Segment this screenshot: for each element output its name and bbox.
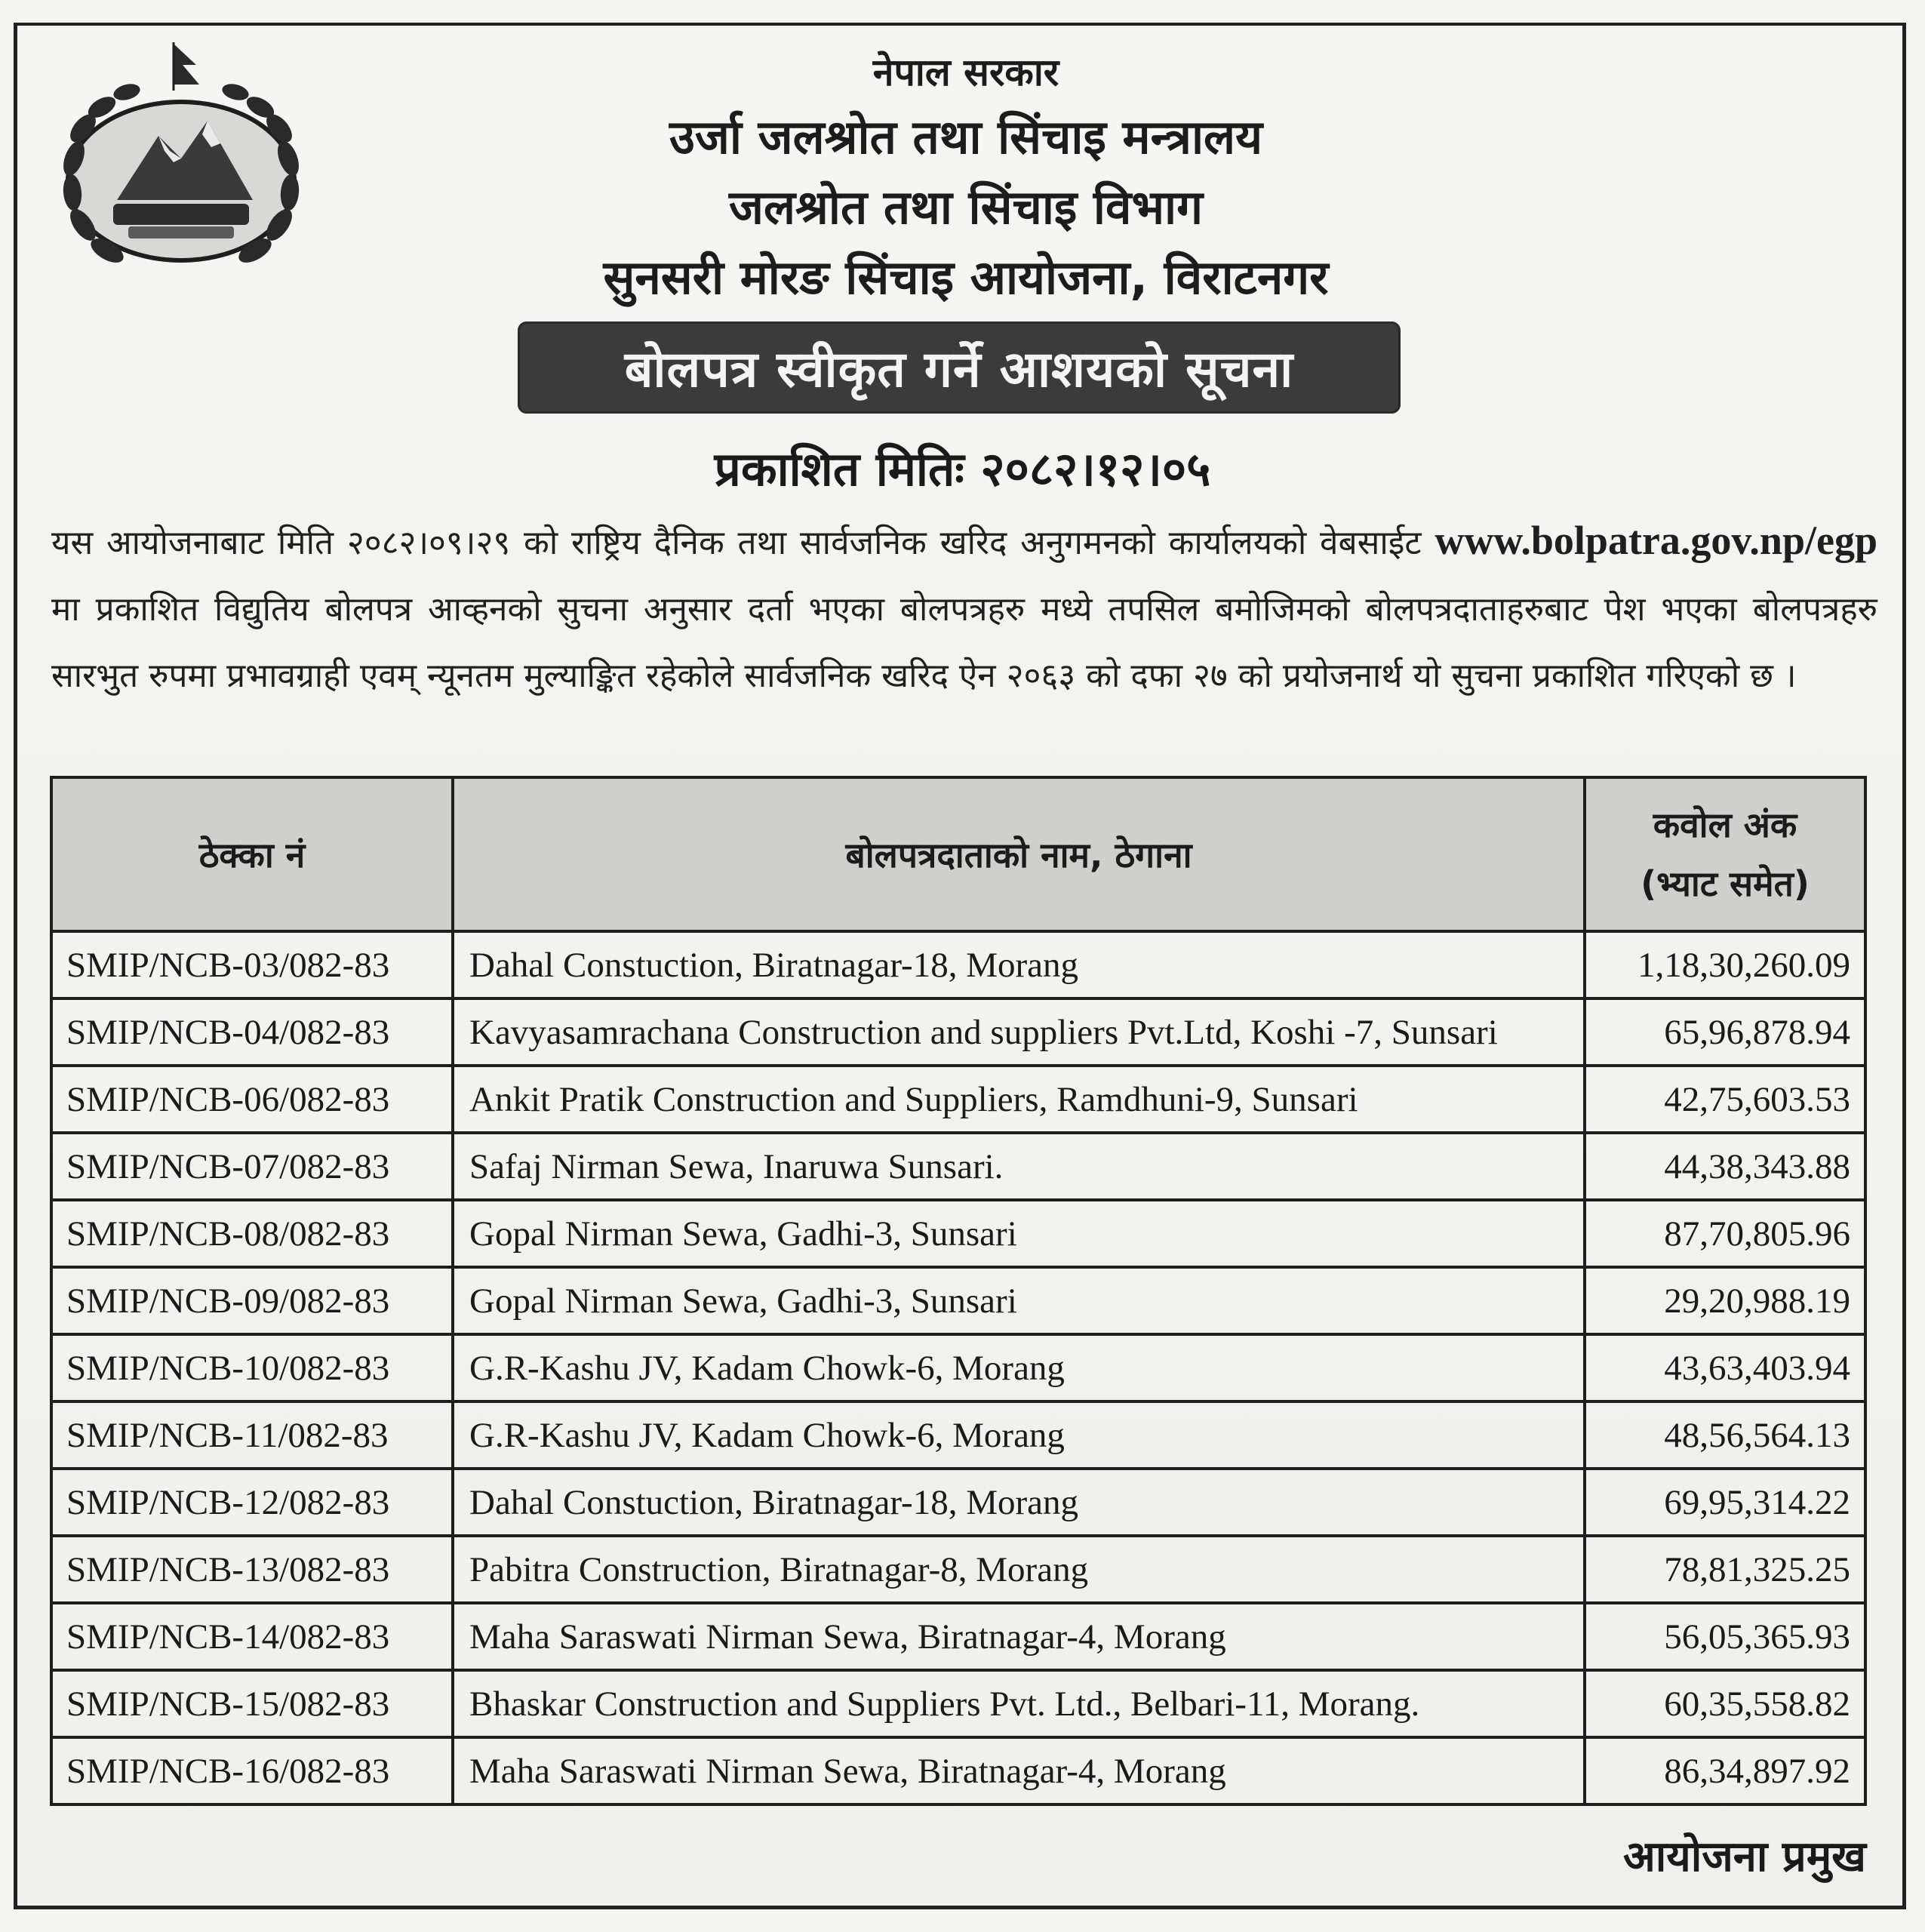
table-row	[51, 1133, 1865, 1200]
bidder-cell: Dahal Constuction, Biratnagar-18, Morang	[453, 931, 1585, 998]
body-text-part1: यस आयोजनाबाट मिति २०८२।०९।२९ को राष्ट्रिय दैनिक तथा सार्वजनिक खरिद अनुगमनको कार्यालयको वेबसाईट	[51, 524, 1422, 562]
contract-no-cell: SMIP/NCB-08/082-83	[51, 1200, 453, 1267]
published-date: प्रकाशित मितिः २०८२।१२।०५	[714, 441, 1211, 497]
bidder-cell: Gopal Nirman Sewa, Gadhi-3, Sunsari	[453, 1267, 1585, 1334]
header-amount-line2: (भ्याट समेत)	[1641, 863, 1810, 904]
amount-cell: 56,05,365.93	[1585, 1603, 1865, 1670]
table-row	[51, 1469, 1865, 1536]
notice-title: बोलपत्र स्वीकृत गर्ने आशयको सूचना	[624, 340, 1294, 398]
bidder-cell: G.R-Kashu JV, Kadam Chowk-6, Morang	[453, 1401, 1585, 1469]
table-row	[51, 1267, 1865, 1334]
notice-title-banner	[518, 321, 1401, 414]
contract-no-cell: SMIP/NCB-16/082-83	[51, 1737, 453, 1804]
bidder-cell: Dahal Constuction, Biratnagar-18, Morang	[453, 1469, 1585, 1536]
amount-cell: 1,18,30,260.09	[1585, 931, 1865, 998]
tender-table	[50, 776, 1867, 1806]
body-text-part2: मा प्रकाशित विद्युतिय बोलपत्र आव्हनको सुचना अनुसार दर्ता भएका बोलपत्रहरु मध्ये तपसिल बमोजिमको बोलपत्रदाताहरुबाट पेश भएका बोलपत्रहरु सारभुत रुपमा प्रभावग्राही एवम् न्यूनतम मुल्याङ्कित रहेकोले सार्वजनिक खरिद ऐन २०६३ को दफा २७ को प्रयोजनार्थ यो सुचना प्रकाशित गरिएको छ ।	[51, 590, 1877, 695]
website-link[interactable]: www.bolpatra.gov.np/egp	[1435, 518, 1877, 563]
amount-cell: 86,34,897.92	[1585, 1737, 1865, 1804]
bidder-cell: Maha Saraswati Nirman Sewa, Biratnagar-4, Morang	[453, 1603, 1585, 1670]
contract-no-cell: SMIP/NCB-12/082-83	[51, 1469, 453, 1536]
amount-cell: 43,63,403.94	[1585, 1334, 1865, 1401]
table-row	[51, 1737, 1865, 1804]
table-row	[51, 1066, 1865, 1133]
table-row	[51, 1603, 1865, 1670]
project-name: सुनसरी मोरङ सिंचाइ आयोजना, विराटनगर	[603, 250, 1329, 306]
contract-no-cell: SMIP/NCB-13/082-83	[51, 1536, 453, 1603]
bidder-cell: Pabitra Construction, Biratnagar-8, Morang	[453, 1536, 1585, 1603]
amount-cell: 29,20,988.19	[1585, 1267, 1865, 1334]
amount-cell: 44,38,343.88	[1585, 1133, 1865, 1200]
nepal-emblem-icon	[45, 38, 317, 279]
table-row	[51, 1536, 1865, 1603]
bidder-cell: Kavyasamrachana Construction and suppliers Pvt.Ltd, Koshi -7, Sunsari	[453, 998, 1585, 1066]
contract-no-cell: SMIP/NCB-07/082-83	[51, 1133, 453, 1200]
header	[377, 45, 1554, 304]
header-amount-line1: कवोल अंक	[1653, 804, 1797, 845]
contract-no-cell: SMIP/NCB-10/082-83	[51, 1334, 453, 1401]
table-row	[51, 1670, 1865, 1737]
header-amount	[1585, 777, 1865, 931]
bidder-cell: Gopal Nirman Sewa, Gadhi-3, Sunsari	[453, 1200, 1585, 1267]
table-row	[51, 998, 1865, 1066]
contract-no-cell: SMIP/NCB-14/082-83	[51, 1603, 453, 1670]
table-row	[51, 931, 1865, 998]
bidder-cell: Maha Saraswati Nirman Sewa, Biratnagar-4, Morang	[453, 1737, 1585, 1804]
contract-no-cell: SMIP/NCB-15/082-83	[51, 1670, 453, 1737]
amount-cell: 69,95,314.22	[1585, 1469, 1865, 1536]
table-header-row	[51, 777, 1865, 931]
notice-body	[51, 507, 1877, 709]
amount-cell: 78,81,325.25	[1585, 1536, 1865, 1603]
table-row	[51, 1401, 1865, 1469]
signature-title: आयोजना प्रमुख	[1622, 1832, 1866, 1881]
department-name: जलश्रोत तथा सिंचाइ विभाग	[728, 179, 1204, 235]
contract-no-cell: SMIP/NCB-06/082-83	[51, 1066, 453, 1133]
contract-no-cell: SMIP/NCB-11/082-83	[51, 1401, 453, 1469]
amount-cell: 87,70,805.96	[1585, 1200, 1865, 1267]
government-name: नेपाल सरकार	[872, 51, 1059, 94]
header-contract-no: ठेक्का नं	[51, 777, 453, 931]
bidder-cell: Ankit Pratik Construction and Suppliers, Ramdhuni-9, Sunsari	[453, 1066, 1585, 1133]
bidder-cell: Safaj Nirman Sewa, Inaruwa Sunsari.	[453, 1133, 1585, 1200]
amount-cell: 65,96,878.94	[1585, 998, 1865, 1066]
contract-no-cell: SMIP/NCB-03/082-83	[51, 931, 453, 998]
amount-cell: 60,35,558.82	[1585, 1670, 1865, 1737]
contract-no-cell: SMIP/NCB-09/082-83	[51, 1267, 453, 1334]
ministry-name: उर्जा जलश्रोत तथा सिंचाइ मन्त्रालय	[669, 109, 1263, 165]
contract-no-cell: SMIP/NCB-04/082-83	[51, 998, 453, 1066]
bidder-cell: G.R-Kashu JV, Kadam Chowk-6, Morang	[453, 1334, 1585, 1401]
bidder-cell: Bhaskar Construction and Suppliers Pvt. Ltd., Belbari-11, Morang.	[453, 1670, 1585, 1737]
amount-cell: 42,75,603.53	[1585, 1066, 1865, 1133]
header-bidder: बोलपत्रदाताको नाम, ठेगाना	[453, 777, 1585, 931]
table-row	[51, 1334, 1865, 1401]
table-row	[51, 1200, 1865, 1267]
amount-cell: 48,56,564.13	[1585, 1401, 1865, 1469]
